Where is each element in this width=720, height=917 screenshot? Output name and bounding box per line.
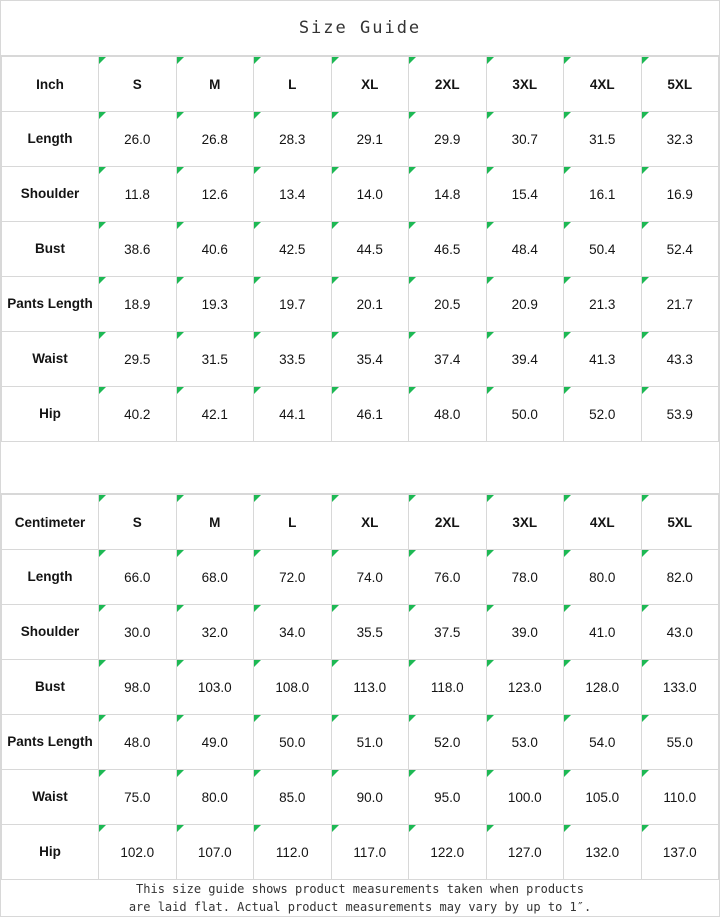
measurement-cell: 127.0: [486, 825, 564, 880]
measurement-cell: 108.0: [254, 660, 332, 715]
measurement-cell: 26.8: [176, 112, 254, 167]
page-title: Size Guide: [1, 1, 719, 56]
inch-row-label-bust: Bust: [2, 222, 99, 277]
measurement-cell: 55.0: [641, 715, 719, 770]
measurement-cell: 14.8: [409, 167, 487, 222]
measurement-cell: 20.5: [409, 277, 487, 332]
cm-row-label-hip: Hip: [2, 825, 99, 880]
inch-header-row: [2, 57, 719, 112]
measurement-cell: 46.1: [331, 387, 409, 442]
measurement-cell: 44.1: [254, 387, 332, 442]
inch-row-label-shoulder: Shoulder: [2, 167, 99, 222]
table-row: [2, 112, 719, 167]
note-line-1: This size guide shows product measurements taken when products: [136, 882, 584, 896]
measurement-cell: 19.7: [254, 277, 332, 332]
measurement-cell: 39.0: [486, 605, 564, 660]
measurement-cell: 21.3: [564, 277, 642, 332]
measurement-cell: 13.4: [254, 167, 332, 222]
measurement-cell: 72.0: [254, 550, 332, 605]
measurement-cell: 107.0: [176, 825, 254, 880]
measurement-cell: 118.0: [409, 660, 487, 715]
measurement-cell: 32.0: [176, 605, 254, 660]
inch-size-header-2xl: 2XL: [409, 57, 487, 112]
measurement-cell: 33.5: [254, 332, 332, 387]
measurement-cell: 80.0: [176, 770, 254, 825]
measurement-cell: 35.5: [331, 605, 409, 660]
measurement-cell: 11.8: [99, 167, 177, 222]
cm-size-header-3xl: 3XL: [486, 495, 564, 550]
inch-row-label-length: Length: [2, 112, 99, 167]
table-row: [2, 277, 719, 332]
measurement-cell: 52.0: [409, 715, 487, 770]
measurement-cell: 37.4: [409, 332, 487, 387]
measurement-note: [1, 880, 719, 916]
measurement-cell: 82.0: [641, 550, 719, 605]
inch-unit-label: Inch: [2, 57, 99, 112]
measurement-cell: 37.5: [409, 605, 487, 660]
cm-size-header-2xl: 2XL: [409, 495, 487, 550]
centimeter-size-table: [1, 494, 719, 880]
measurement-cell: 48.0: [409, 387, 487, 442]
cm-header-row: [2, 495, 719, 550]
measurement-cell: 29.5: [99, 332, 177, 387]
measurement-cell: 137.0: [641, 825, 719, 880]
measurement-cell: 34.0: [254, 605, 332, 660]
measurement-cell: 32.3: [641, 112, 719, 167]
inch-size-header-s: S: [99, 57, 177, 112]
measurement-cell: 98.0: [99, 660, 177, 715]
measurement-cell: 18.9: [99, 277, 177, 332]
inch-size-table: [1, 56, 719, 442]
measurement-cell: 44.5: [331, 222, 409, 277]
measurement-cell: 49.0: [176, 715, 254, 770]
measurement-cell: 52.0: [564, 387, 642, 442]
measurement-cell: 66.0: [99, 550, 177, 605]
measurement-cell: 95.0: [409, 770, 487, 825]
measurement-cell: 78.0: [486, 550, 564, 605]
inch-size-header-m: M: [176, 57, 254, 112]
table-row: [2, 660, 719, 715]
inch-row-label-waist: Waist: [2, 332, 99, 387]
measurement-cell: 122.0: [409, 825, 487, 880]
inch-size-header-3xl: 3XL: [486, 57, 564, 112]
table-row: [2, 387, 719, 442]
measurement-cell: 31.5: [176, 332, 254, 387]
measurement-cell: 113.0: [331, 660, 409, 715]
measurement-cell: 46.5: [409, 222, 487, 277]
measurement-cell: 68.0: [176, 550, 254, 605]
measurement-cell: 102.0: [99, 825, 177, 880]
measurement-cell: 28.3: [254, 112, 332, 167]
measurement-cell: 20.1: [331, 277, 409, 332]
measurement-cell: 90.0: [331, 770, 409, 825]
table-separator: [1, 442, 719, 494]
measurement-cell: 103.0: [176, 660, 254, 715]
inch-size-header-4xl: 4XL: [564, 57, 642, 112]
cm-size-header-4xl: 4XL: [564, 495, 642, 550]
inch-size-header-5xl: 5XL: [641, 57, 719, 112]
measurement-cell: 31.5: [564, 112, 642, 167]
measurement-cell: 75.0: [99, 770, 177, 825]
cm-size-header-xl: XL: [331, 495, 409, 550]
measurement-cell: 52.4: [641, 222, 719, 277]
table-row: [2, 550, 719, 605]
measurement-cell: 35.4: [331, 332, 409, 387]
measurement-cell: 42.1: [176, 387, 254, 442]
inch-size-header-l: L: [254, 57, 332, 112]
table-row: [2, 715, 719, 770]
measurement-cell: 50.0: [254, 715, 332, 770]
measurement-cell: 16.9: [641, 167, 719, 222]
measurement-cell: 15.4: [486, 167, 564, 222]
inch-row-label-pants-length: Pants Length: [2, 277, 99, 332]
measurement-cell: 12.6: [176, 167, 254, 222]
measurement-cell: 40.2: [99, 387, 177, 442]
measurement-cell: 21.7: [641, 277, 719, 332]
measurement-cell: 105.0: [564, 770, 642, 825]
measurement-cell: 40.6: [176, 222, 254, 277]
measurement-cell: 29.1: [331, 112, 409, 167]
cm-row-label-pants-length: Pants Length: [2, 715, 99, 770]
measurement-cell: 43.0: [641, 605, 719, 660]
measurement-cell: 54.0: [564, 715, 642, 770]
measurement-cell: 112.0: [254, 825, 332, 880]
measurement-cell: 123.0: [486, 660, 564, 715]
measurement-cell: 43.3: [641, 332, 719, 387]
measurement-cell: 100.0: [486, 770, 564, 825]
cm-unit-label: Centimeter: [2, 495, 99, 550]
measurement-cell: 30.7: [486, 112, 564, 167]
table-row: [2, 332, 719, 387]
measurement-cell: 128.0: [564, 660, 642, 715]
table-row: [2, 825, 719, 880]
inch-row-label-hip: Hip: [2, 387, 99, 442]
measurement-cell: 19.3: [176, 277, 254, 332]
table-row: [2, 222, 719, 277]
centimeter-table-body: [2, 495, 719, 880]
inch-size-header-xl: XL: [331, 57, 409, 112]
measurement-cell: 16.1: [564, 167, 642, 222]
measurement-cell: 20.9: [486, 277, 564, 332]
measurement-cell: 42.5: [254, 222, 332, 277]
measurement-cell: 76.0: [409, 550, 487, 605]
cm-size-header-m: M: [176, 495, 254, 550]
measurement-cell: 38.6: [99, 222, 177, 277]
measurement-cell: 110.0: [641, 770, 719, 825]
measurement-cell: 14.0: [331, 167, 409, 222]
note-line-2: are laid flat. Actual product measurements may vary by up to 1″.: [128, 900, 592, 914]
measurement-cell: 26.0: [99, 112, 177, 167]
measurement-cell: 41.3: [564, 332, 642, 387]
measurement-cell: 50.4: [564, 222, 642, 277]
inch-table-body: [2, 57, 719, 442]
measurement-cell: 41.0: [564, 605, 642, 660]
measurement-cell: 74.0: [331, 550, 409, 605]
measurement-cell: 50.0: [486, 387, 564, 442]
measurement-cell: 29.9: [409, 112, 487, 167]
measurement-cell: 48.0: [99, 715, 177, 770]
cm-row-label-bust: Bust: [2, 660, 99, 715]
cm-row-label-waist: Waist: [2, 770, 99, 825]
measurement-cell: 30.0: [99, 605, 177, 660]
measurement-cell: 132.0: [564, 825, 642, 880]
measurement-cell: 117.0: [331, 825, 409, 880]
measurement-cell: 133.0: [641, 660, 719, 715]
cm-size-header-l: L: [254, 495, 332, 550]
table-row: [2, 770, 719, 825]
measurement-cell: 39.4: [486, 332, 564, 387]
measurement-cell: 85.0: [254, 770, 332, 825]
cm-size-header-5xl: 5XL: [641, 495, 719, 550]
measurement-cell: 53.9: [641, 387, 719, 442]
cm-row-label-shoulder: Shoulder: [2, 605, 99, 660]
cm-row-label-length: Length: [2, 550, 99, 605]
table-row: [2, 605, 719, 660]
cm-size-header-s: S: [99, 495, 177, 550]
measurement-cell: 80.0: [564, 550, 642, 605]
measurement-cell: 51.0: [331, 715, 409, 770]
measurement-cell: 48.4: [486, 222, 564, 277]
measurement-cell: 53.0: [486, 715, 564, 770]
table-row: [2, 167, 719, 222]
